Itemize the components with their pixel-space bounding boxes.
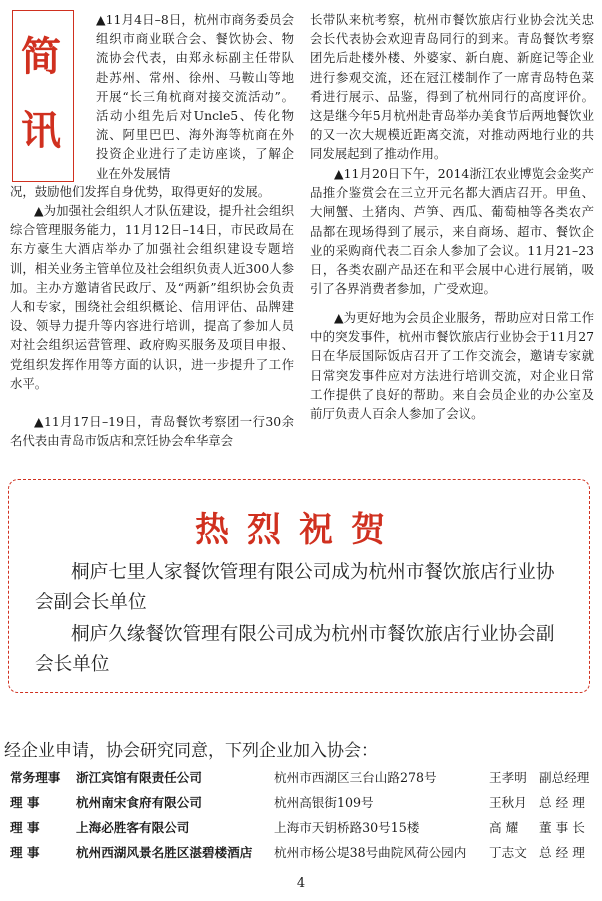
congratulations-line-2: 桐庐久缘餐饮管理有限公司成为杭州市餐饮旅店行业协会副会长单位 (35, 624, 555, 675)
new-members-intro: 经企业申请，协会研究同意，下列企业加入协会： (4, 741, 378, 761)
member-contact-title: 总 经 理 (539, 795, 585, 810)
page-number: 4 (296, 876, 306, 891)
member-role: 理 事 (10, 820, 40, 835)
member-address: 杭州市杨公堤38号曲院风荷公园内 (274, 845, 467, 860)
member-row (10, 764, 600, 789)
congratulations-title: 热烈祝贺 (195, 510, 403, 550)
member-row (10, 789, 600, 814)
member-organization: 浙江宾馆有限责任公司 (76, 770, 202, 785)
member-row (10, 839, 600, 864)
new-members-table (10, 764, 600, 864)
congratulations-box (8, 479, 590, 693)
member-contact-title: 董 事 长 (539, 820, 585, 835)
member-role: 常务理事 (10, 770, 61, 785)
member-role: 理 事 (10, 795, 40, 810)
member-contact-title: 总 经 理 (539, 845, 585, 860)
member-contact-title: 副总经理 (539, 770, 590, 785)
congratulations-line-1: 桐庐七里人家餐饮管理有限公司成为杭州市餐饮旅店行业协会副会长单位 (35, 562, 555, 613)
brief-item-3-start: ▲11月17日–19日，青岛餐饮考察团一行30余名代表由青岛市饭店和烹饪协会牟华章会 (10, 414, 294, 449)
brief-item-1-lead: ▲11月4日–8日，杭州市商务委员会组织市商业联合会、餐饮协会、物流协会代表，由郑永标副主任带队赴苏州、常州、徐州、马鞍山等地开展“长三角杭商对接交流活动”。活动小组先后对Uncle5、传化物流、阿里巴巴、海外海等杭商在外投资企业进行了走访座谈，了解企业在外发展情 (96, 12, 294, 181)
member-contact-name: 丁志文 (489, 845, 527, 860)
member-contact-name: 王孝明 (489, 770, 527, 785)
brief-label-char-2: 讯 (21, 107, 61, 154)
member-address: 杭州市西湖区三台山路278号 (274, 770, 437, 785)
member-role: 理 事 (10, 845, 40, 860)
brief-label-box (12, 10, 74, 182)
brief-item-3-cont: 长带队来杭考察，杭州市餐饮旅店行业协会沈关忠会长代表协会欢迎青岛同行的到来。青岛餐饮考察团先后赴楼外楼、外婆家、新白鹿、新庭记等企业进行参观交流，还在冠江楼制作了一席青岛特色菜肴进行展示、品鉴，得到了杭州同行的高度评价。这是继今年5月杭州赴青岛举办美食节后两地餐饮业的又一次大规模近距离交流，对推动两地行业的共同发展起到了推动作用。 (310, 12, 594, 162)
brief-item-1-tail: 况，鼓励他们发挥自身优势，取得更好的发展。 (10, 184, 271, 199)
member-address: 杭州高银街109号 (274, 795, 374, 810)
brief-item-5: ▲为更好地为会员企业服务，帮助应对日常工作中的突发事件，杭州市餐饮旅店行业协会于11月27日在华辰国际饭店召开了工作交流会，邀请专家就日常突发事件应对方法进行培训交流，对企业日常工作提供了良好的帮助。来自会员企业的办公室及前厅负责人百余人参加了会议。 (310, 310, 594, 422)
member-organization: 杭州南宋食府有限公司 (76, 795, 202, 810)
member-contact-name: 王秋月 (489, 795, 527, 810)
member-organization: 上海必胜客有限公司 (76, 820, 190, 835)
brief-item-4: ▲11月20日下午，2014浙江农业博览会金奖产品推介鉴赏会在三立开元名都大酒店召开。甲鱼、大闸蟹、土猪肉、芦笋、西瓜、葡萄柚等各类农产品都在现场得到了展示，来自商场、超市、餐饮企业的采购商代表二百余人参加了会议。11月21–23日，各类农副产品还在和平会展中心进行展销，吸引了各界消费者参加，广受欢迎。 (310, 166, 594, 297)
brief-item-2: ▲为加强社会组织人才队伍建设，提升社会组织综合管理服务能力，11月12日–14日，市民政局在东方豪生大酒店举办了加强社会组织建设专题培训，相关业务主管单位及社会组织负责人近300人参加。主办方邀请省民政厅、及“两新”组织协会负责人和专家，围绕社会组织概论、信用评估、品牌建设、领导力提升等内容进行培训，提高了参加人员对社会组织运营管理、政府购买服务及项目申报、党组织发挥作用等方面的认识，进一步提升了工作水平。 (10, 203, 294, 391)
member-organization: 杭州西湖风景名胜区湛碧楼酒店 (76, 845, 253, 860)
brief-label-char-1: 简 (21, 33, 61, 80)
member-address: 上海市天钥桥路30号15楼 (274, 820, 420, 835)
member-contact-name: 高 耀 (489, 820, 519, 835)
member-row (10, 814, 600, 839)
